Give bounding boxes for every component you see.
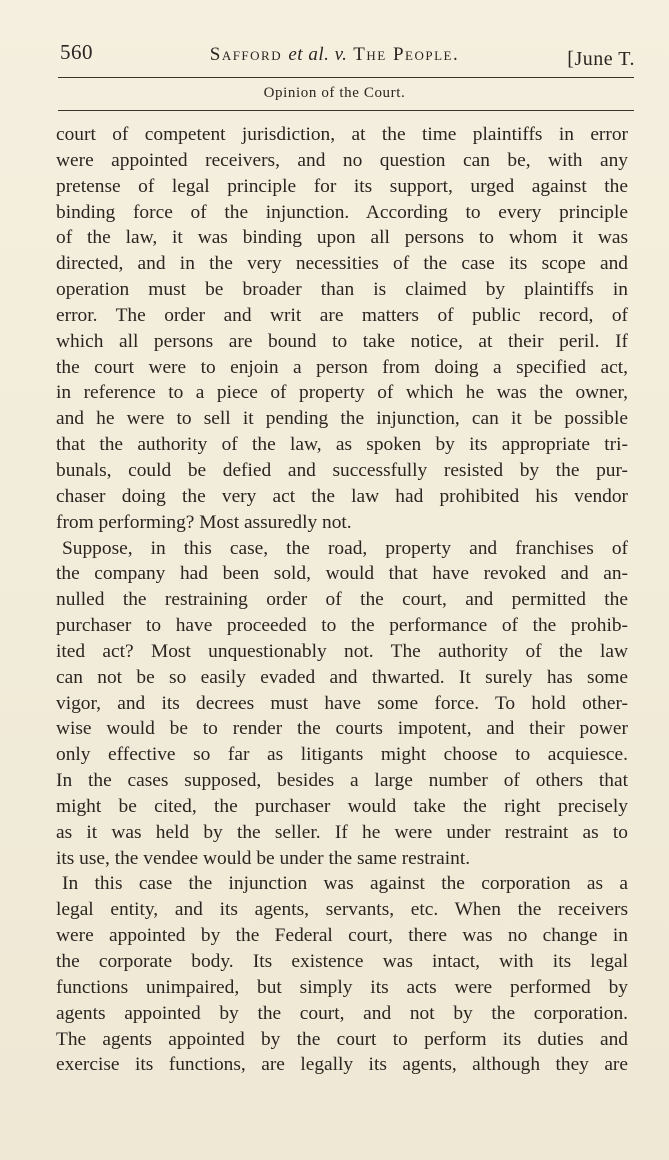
term-label: [June T. [567,48,635,70]
text-line: in reference to a piece of property of which he was the owner, [56,382,628,404]
text-line: that the authority of the law, as spoken by its appropriate tri- [56,434,628,456]
text-line: ited act? Most unquestionably not. The authority of the law [56,640,628,662]
text-line: were appointed receivers, and no question can be, with any [56,149,628,171]
text-line: only effective so far as litigants might choose to acquiesce. [56,744,628,766]
text-line: from performing? Most assuredly not. [56,511,352,533]
text-line: as it was held by the seller. If he were under restraint as to [56,821,628,843]
text-line: purchaser to have proceeded to the performance of the prohib- [56,615,628,637]
text-line: The agents appointed by the court to perform its duties and [56,1028,628,1050]
text-line: pretense of legal principle for its support, urged against the [56,175,628,197]
text-line: can not be so easily evaded and thwarted. It surely has some [56,666,628,688]
text-line: bunals, could be defied and successfully resisted by the pur- [56,459,628,481]
running-title-prefix: Safford [209,44,289,65]
text-line: the corporate body. Its existence was intact, with its legal [56,951,628,972]
text-line: and he were to sell it pending the injunction, can it be possible [56,408,628,430]
text-line: were appointed by the Federal court, there was no change in [56,925,628,947]
text-line: chaser doing the very act the law had prohibited his vendor [56,485,628,507]
section-label: Opinion of the Court. [263,85,406,101]
text-line: Suppose, in this case, the road, property and franchises of [62,537,628,559]
header-rule-top [58,77,634,78]
running-title-suffix: The People. [347,44,460,65]
text-line: nulled the restraining order of the court, and permitted the [56,589,628,611]
text-line: functions unimpaired, but simply its acts were performed by [56,976,628,998]
text-line: In this case the injunction was against the corporation as a [62,873,628,895]
text-line: might be cited, the purchaser would take the right precisely [56,795,628,817]
text-line: the court were to enjoin a person from doing a specified act, [56,356,628,378]
text-line: vigor, and its decrees must have some force. To hold other- [56,692,628,714]
text-line: of the law, it was binding upon all persons to whom it was [56,227,628,249]
page-number: 560 [60,40,93,64]
header-rule-bottom [58,110,634,111]
text-line: operation must be broader than is claimed by plaintiffs in [56,279,628,301]
text-line: the company had been sold, would that have revoked and an- [56,563,628,585]
text-line: court of competent jurisdiction, at the time plaintiffs in error [56,124,628,145]
text-line: wise would be to render the courts impotent, and their power [56,718,628,740]
text-line: binding force of the injunction. According to every principle [56,201,628,223]
text-line: its use, the vendee would be under the same restraint. [56,847,471,869]
text-line: directed, and in the very necessities of the case its scope and [56,253,628,275]
opinion-body-text [56,122,628,1078]
running-title-italic: et al. v. [288,44,348,65]
text-line: agents appointed by the court, and not by the corporation. [56,1002,628,1024]
text-line: error. The order and writ are matters of public record, of [56,304,628,326]
text-line: legal entity, and its agents, servants, etc. When the receivers [56,899,628,921]
text-line: In the cases supposed, besides a large number of others that [56,770,628,792]
text-line: exercise its functions, are legally its agents, although they are [56,1054,628,1076]
text-line: which all persons are bound to take notice, at their peril. If [56,330,628,352]
